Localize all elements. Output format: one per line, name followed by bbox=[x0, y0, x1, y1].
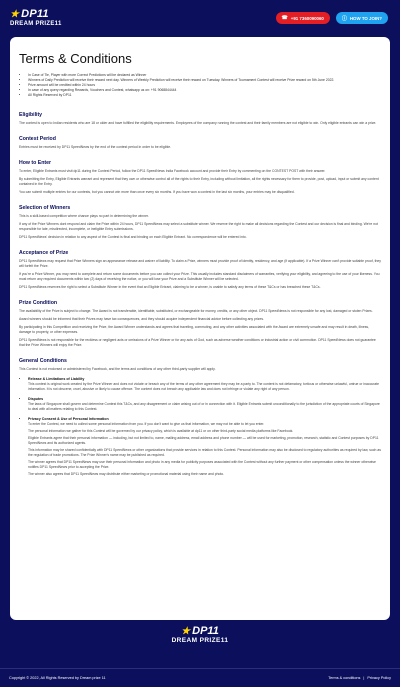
how-to-join-button[interactable] bbox=[336, 12, 388, 24]
section-heading: General Conditions bbox=[19, 358, 67, 364]
privacy-link[interactable]: Privacy Policy bbox=[367, 676, 391, 680]
section-heading: Selection of Winners bbox=[19, 205, 71, 211]
subsection-text: The winner also agrees that DP11 SpeedNews may distribute either marketing or promotional material using their name and photo. bbox=[28, 472, 225, 476]
header-actions bbox=[276, 12, 388, 24]
section-text: DP11 SpeedNews' decision in relation to any aspect of the Contest is final and binding on each Eligible Entrant. No correspondence will be entered into. bbox=[19, 235, 247, 239]
trophy-icon: ★ bbox=[181, 625, 191, 637]
section-heading: Acceptance of Prize bbox=[19, 250, 69, 256]
logo-text: DP11 bbox=[21, 8, 49, 20]
list-item: • All Rights Reserved by DP11 bbox=[28, 93, 381, 98]
subsection-text: This information may be shared confidentially with DP11 SpeedNews or other organizations that provide services in relation to this Contest. Personal information may also be disclosed to regulatory authorities as required by law, such as the regulation of trade promotions. The Prize Winner's name may be published as required. bbox=[28, 448, 381, 457]
section-text: DP11 SpeedNews is not responsible for the reckless or negligent acts or omissions of a Prize Winner or for any acts of God, such as adverse weather conditions or industrial action or civil commotion. DP11 SpeedNews does not guarantee that the Prize Winners will enjoy the Prize. bbox=[19, 338, 376, 347]
copyright-text: Copyright © 2022, All Rights Reserved by Dream prize 11 bbox=[9, 676, 106, 680]
logo-subtitle: DREAM PRIZE11 bbox=[10, 21, 62, 27]
section-general-conditions bbox=[19, 358, 381, 477]
section-text: You can submit multiple entries for our contests, but you cannot win more than once every six months. If you have won a contest in the last six months, your entries may be disqualified. bbox=[19, 190, 295, 194]
section-text: The availability of the Prize is subject to change. The Award is not transferable, identifiable, substituted, or exchangeable for money, credits, or any other object. DP11 SpeedNews is not responsible for any lost, damaged or stolen Prizes. bbox=[19, 309, 373, 313]
site-header bbox=[0, 0, 400, 36]
list-item bbox=[28, 397, 381, 412]
list-item bbox=[28, 377, 381, 392]
section-text: By submitting the Entry, Eligible Entrants warrant and represent that they own or otherwise control all of the rights to their Entry, including without limitation, all the rights necessary for them to provide, post, upload, input or submit any content contained in the Entry. bbox=[19, 177, 379, 186]
section-text: The contest is open to Indian residents who are 18 or older and have fulfilled the eligibility requirements. Employees of the company running the contest and their family members are not eligible to win. Only eligible entrants can win a prize. bbox=[19, 121, 377, 125]
footer-logo-text: DP11 bbox=[192, 625, 219, 637]
terms-link[interactable]: Terms & conditions bbox=[328, 676, 361, 680]
subsection-title: • Release & Limitations of Liability bbox=[28, 377, 85, 381]
site-logo[interactable] bbox=[10, 9, 62, 27]
phone-button[interactable] bbox=[276, 12, 330, 24]
list-item: • Winners of Daily Prediction will receive their reward next day. Winners of Weekly Prediction will receive their reward on Tuesday. Winners of Tournament Contest will receive Prize reward on 5th June 2022. bbox=[28, 78, 381, 83]
section-heading: How to Enter bbox=[19, 160, 51, 166]
footer-links bbox=[328, 676, 391, 680]
subsection-title: • Privacy Consent & Use of Personal Information bbox=[28, 417, 109, 421]
section-heading: Prize Condition bbox=[19, 300, 58, 306]
list-item: • Prize amount will be credited within 24 hours bbox=[28, 83, 381, 88]
section-how-to-enter bbox=[19, 160, 381, 195]
footer-logo-subtitle: DREAM PRIZE11 bbox=[171, 637, 229, 644]
subsection-text: This contest is original work created by the Prize Winner and does not violate or breach any of the terms of any other agreement they may be a party to. The content is not defamatory, tortious or otherwise unlawful, untrue or inaccurate information. It is not obscene, cruel, abusive or likely to cause offence. The content does not breach any applicable law and does not infringe or violate any right of any person. bbox=[28, 382, 379, 391]
phone-label: +91 7360090060 bbox=[290, 15, 324, 21]
subsection-text: To enter the Contest, we need to collect some personal information from you. If you don't want to give us that information, we may not be able to let you enter. bbox=[28, 422, 265, 426]
section-selection-of-winners bbox=[19, 205, 381, 240]
section-text: If you're a Prize Winner, you may need to complete and return some documents before you can collect your Prize. This usually includes standard disclaimers of warranties, verifying your eligibility, and agreeing to the use of your likeness. You must return any required documents within two (2) days of receiving the notice, or you will lose your Prize and a Substitute Winner will be selected. bbox=[19, 272, 380, 281]
section-text: DP11 SpeedNews reserves the right to select a Substitute Winner in the event that an Eligible Entrant, claiming to be a winner, is unable to satisfy any terms of these T&Cs or has breached these T&Cs. bbox=[19, 285, 321, 289]
join-label: HOW TO JOIN? bbox=[349, 15, 382, 21]
section-contest-period bbox=[19, 136, 381, 150]
intro-list bbox=[19, 73, 381, 98]
footer-separator: | bbox=[363, 676, 365, 680]
general-conditions-list bbox=[19, 377, 381, 477]
section-text: This Contest is not endorsed or administered by Facebook, and the terms and conditions of any other third-party supplier will apply. bbox=[19, 367, 216, 371]
section-text: To enter, Eligible Entrants must visit dp11 during the Contest Period, follow the DP11 SpeedNews India Facebook account and provide their Entry by commenting on the CONTEST POST with their answer. bbox=[19, 169, 326, 173]
subsection-text: Eligible Entrants agree that their personal information — including, but not limited to, name, mailing address, email address and phone number — will be used for marketing, promotion, research, statistic and Contest purposes by DP11 SpeedNews and its authorized agents. bbox=[28, 436, 379, 445]
trophy-icon: ★ bbox=[10, 8, 20, 20]
subsection-text: The winner agrees that DP11 SpeedNews may use their personal information and photo in any media for publicity purposes associated with the Contest without any further payment or other compensation unless the winner otherwise notifies DP11 SpeedNews prior to accepting the Prize. bbox=[28, 460, 376, 469]
subsection-title: • Disputes bbox=[28, 397, 44, 401]
list-item: • In case of any query regarding Rewards, Vouchers and Contest, whatsapp us on: +91 9068844444 bbox=[28, 88, 381, 93]
section-heading: Eligibility bbox=[19, 112, 43, 118]
section-text: By participating in this Competition and receiving the Prize, the Award Winner understands and agrees that traveling, commuting, and any other activities associated with the Award are extremely unsafe and may result in death, illness, damage to property, or other expenses. bbox=[19, 325, 370, 334]
footer-logo[interactable] bbox=[0, 625, 400, 644]
section-acceptance-of-prize bbox=[19, 250, 381, 290]
section-text: Award winners should be informed that their Prizes may have tax consequences, and they should acquire independent financial advice before collecting any prizes. bbox=[19, 317, 264, 321]
list-item bbox=[28, 417, 381, 477]
footer-bar bbox=[0, 668, 400, 687]
section-text: DP11 SpeedNews may request that Prize Winners sign an appearance release and waiver of liability. To claim a Prize, winners must provide proof of identity, residency, and age (if applicable). If a Prize Winner can't provide suitable proof, they will forfeit the Prize. bbox=[19, 259, 381, 268]
info-icon: ⓘ bbox=[341, 15, 347, 22]
list-item: • In Case of Tie, Player with more Correct Predictions will be declared as Winner bbox=[28, 73, 381, 78]
section-eligibility bbox=[19, 112, 381, 126]
section-heading: Contest Period bbox=[19, 136, 56, 142]
section-prize-condition bbox=[19, 300, 381, 348]
section-text: This is a skill-based competition where chance plays no part in determining the winner. bbox=[19, 214, 149, 218]
subsection-text: The personal information we gather for this Contest will be governed by our privacy policy, which is available at dp11 or on other third-party social media platforms like Facebook. bbox=[28, 429, 294, 433]
page-title: Terms & Conditions bbox=[19, 51, 132, 66]
section-text: Entries must be received by DP11 SpeedNews by the end of the contest period in order to be eligible. bbox=[19, 145, 172, 149]
terms-card bbox=[10, 37, 390, 620]
subsection-text: The laws of Singapore shall govern and determine Contest this T&Cs, and any disagreement or claim arising out of or in connection with it. Eligible Entrants submit unconditionally to the jurisdiction of the appropriate courts of Singapore to deal with all matters relating to this Contest. bbox=[28, 402, 380, 411]
phone-icon: ☎ bbox=[281, 15, 288, 21]
section-text: If any of the Prize Winners dont respond and claim the Prize within 24 hours, DP11 SpeedNews may select a substitute winner. We reserve the right to make all decisions regarding the Contest and our decision is final and binding. We're not responsible for late, misdirected, incomplete, or ineligible Entry submissions. bbox=[19, 222, 378, 231]
